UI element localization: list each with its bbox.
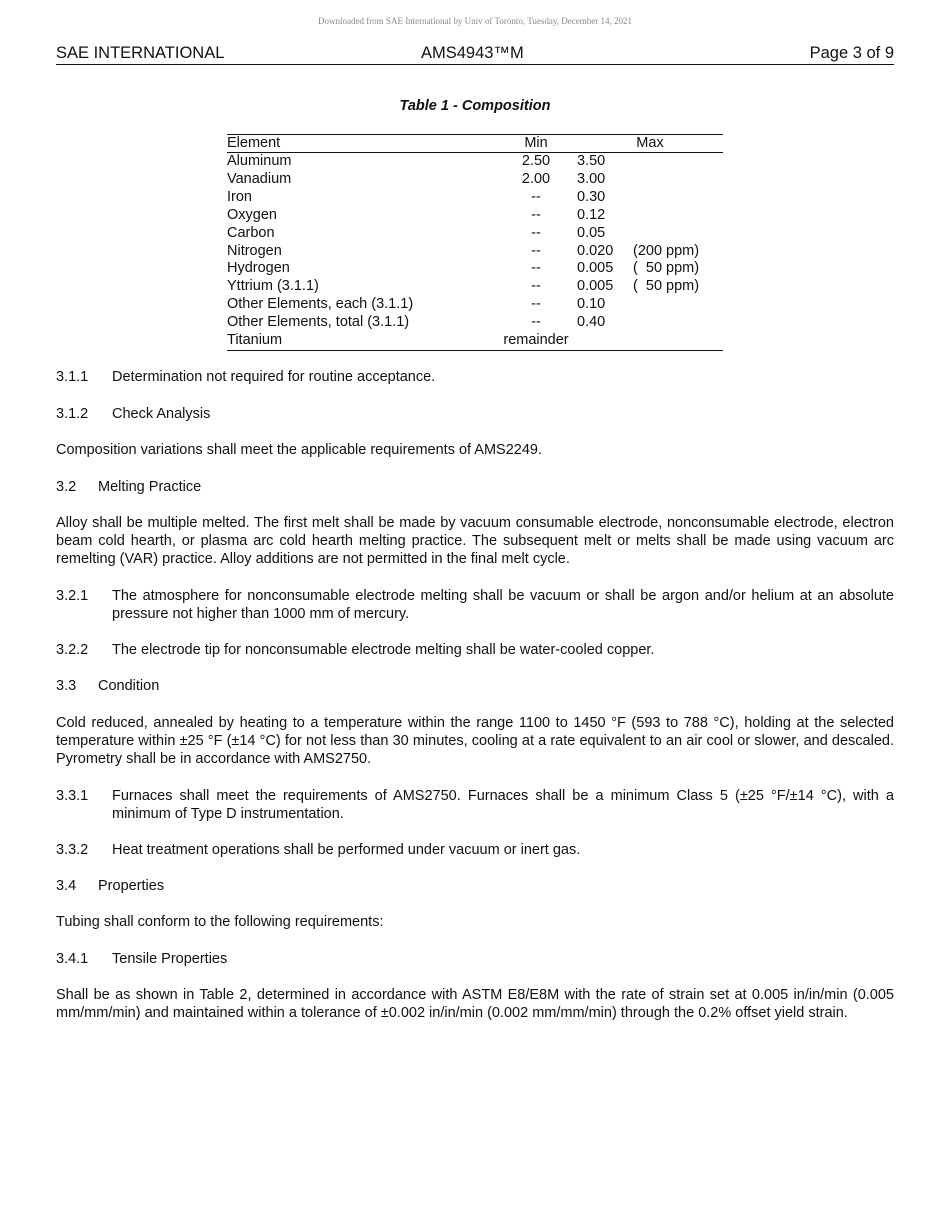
section-number: 3.2 bbox=[56, 479, 77, 495]
column-header-min: Min bbox=[495, 135, 577, 153]
section-3-2-heading bbox=[56, 479, 894, 497]
section-number: 3.1.1 bbox=[56, 369, 89, 385]
section-3-4-1-heading bbox=[56, 951, 894, 969]
table-row bbox=[227, 225, 723, 243]
min-cell: -- bbox=[531, 260, 541, 277]
max-cell: 0.05 bbox=[577, 224, 606, 241]
table-row bbox=[227, 332, 723, 350]
max-cell: 0.005 bbox=[577, 278, 614, 295]
ppm-cell bbox=[633, 296, 723, 314]
element-cell: Oxygen bbox=[227, 206, 277, 223]
section-text: The electrode tip for nonconsumable electrode melting shall be water-cooled copper. bbox=[112, 642, 655, 658]
paragraph-3-2: Alloy shall be multiple melted. The first melt shall be made by vacuum consumable electrode, nonconsumable electrode, electron beam cold hearth, or plasma arc cold hearth melting practice. The subsequent melt or melts shall be made using vacuum arc remelting (VAR) practice. Alloy additions are not permitted in the final melt cycle. bbox=[56, 515, 894, 567]
publisher-name: SAE INTERNATIONAL bbox=[56, 44, 225, 62]
section-text: Determination not required for routine acceptance. bbox=[112, 369, 436, 385]
table-title: Table 1 - Composition bbox=[399, 98, 551, 114]
composition-table bbox=[227, 134, 723, 351]
table-row bbox=[227, 153, 723, 171]
page-number: Page 3 of 9 bbox=[809, 44, 894, 62]
element-cell: Nitrogen bbox=[227, 242, 282, 259]
ppm-cell bbox=[633, 332, 723, 350]
element-cell: Vanadium bbox=[227, 170, 292, 187]
element-cell: Aluminum bbox=[227, 153, 292, 169]
section-3-1-2-heading bbox=[56, 406, 894, 424]
section-heading: Condition bbox=[98, 678, 160, 694]
section-3-3-heading bbox=[56, 678, 894, 696]
ppm-cell: ( 50 ppm) bbox=[633, 278, 700, 295]
table-row bbox=[227, 260, 723, 278]
max-cell: 3.00 bbox=[577, 170, 606, 187]
section-3-4-heading bbox=[56, 878, 894, 896]
min-cell: -- bbox=[531, 278, 541, 295]
table-row bbox=[227, 171, 723, 189]
element-cell: Carbon bbox=[227, 224, 275, 241]
max-cell: 0.12 bbox=[577, 206, 606, 223]
element-cell: Hydrogen bbox=[227, 260, 290, 277]
section-number: 3.3.1 bbox=[56, 788, 89, 804]
ppm-cell bbox=[633, 314, 723, 332]
section-3-3-1 bbox=[56, 788, 894, 824]
min-cell: 2.00 bbox=[521, 170, 551, 187]
element-cell: Other Elements, total (3.1.1) bbox=[227, 314, 410, 331]
section-number: 3.2.1 bbox=[56, 588, 89, 604]
ppm-cell bbox=[633, 225, 723, 243]
min-cell: 2.50 bbox=[521, 153, 551, 169]
section-number: 3.4 bbox=[56, 878, 77, 894]
section-number: 3.4.1 bbox=[56, 951, 89, 967]
document-number: AMS4943™M bbox=[421, 44, 524, 62]
table-row bbox=[227, 278, 723, 296]
paragraph-3-4: Tubing shall conform to the following requirements: bbox=[56, 914, 384, 930]
section-3-3-2 bbox=[56, 842, 894, 860]
max-cell: 0.10 bbox=[577, 296, 606, 313]
column-header-element: Element bbox=[227, 135, 495, 153]
max-cell: 3.50 bbox=[577, 153, 606, 169]
paragraph-3-1-2: Composition variations shall meet the applicable requirements of AMS2249. bbox=[56, 442, 543, 458]
table-row bbox=[227, 243, 723, 261]
min-cell: -- bbox=[531, 188, 541, 205]
min-cell: -- bbox=[531, 314, 541, 331]
paragraph-3-3: Cold reduced, annealed by heating to a temperature within the range 1100 to 1450 °F (593 to 788 °C), holding at the selected temperature within ±25 °F (±14 °C) for not less than 30 minutes, cooling at a rate equivalent to an air cool or slower, and descaled. Pyrometry shall be in accordance with AMS2750. bbox=[56, 715, 894, 767]
table-row bbox=[227, 296, 723, 314]
section-text: The atmosphere for nonconsumable electrode melting shall be vacuum or shall be argon and/or helium at an absolute pressure not higher than 1000 mm of mercury. bbox=[112, 588, 894, 622]
section-3-1-1 bbox=[56, 369, 894, 387]
table-header-row bbox=[227, 135, 723, 153]
paragraph-3-4-1: Shall be as shown in Table 2, determined in accordance with ASTM E8/E8M with the rate of strain set at 0.005 in/in/min (0.005 mm/mm/min) and maintained within a tolerance of ±0.002 in/in/min (0.002 mm/mm/min) through the 0.2% offset yield strain. bbox=[56, 987, 894, 1021]
download-watermark: Downloaded from SAE International by Univ of Toronto, Tuesday, December 14, 2021 bbox=[317, 16, 633, 26]
ppm-cell bbox=[633, 207, 723, 225]
ppm-cell: ( 50 ppm) bbox=[633, 260, 700, 277]
ppm-cell bbox=[633, 189, 723, 207]
element-cell: Titanium bbox=[227, 332, 495, 350]
section-heading: Tensile Properties bbox=[112, 951, 228, 967]
min-cell: -- bbox=[531, 224, 541, 241]
max-cell: 0.40 bbox=[577, 314, 606, 331]
composition-table-body bbox=[227, 153, 723, 351]
section-3-2-2 bbox=[56, 642, 894, 660]
max-cell: 0.020 bbox=[577, 242, 614, 259]
section-number: 3.2.2 bbox=[56, 642, 89, 658]
section-heading: Melting Practice bbox=[98, 479, 202, 495]
page-header bbox=[56, 44, 894, 65]
max-cell: 0.005 bbox=[577, 260, 614, 277]
min-cell: remainder bbox=[495, 332, 577, 350]
min-cell: -- bbox=[531, 242, 541, 259]
ppm-cell bbox=[633, 153, 723, 171]
section-heading: Properties bbox=[98, 878, 165, 894]
column-header-max: Max bbox=[577, 135, 723, 153]
max-cell: 0.30 bbox=[577, 188, 606, 205]
section-3-2-1 bbox=[56, 588, 894, 624]
section-heading: Check Analysis bbox=[112, 406, 211, 422]
table-row bbox=[227, 189, 723, 207]
min-cell: -- bbox=[531, 296, 541, 313]
element-cell: Other Elements, each (3.1.1) bbox=[227, 296, 414, 313]
min-cell: -- bbox=[531, 206, 541, 223]
section-number: 3.3.2 bbox=[56, 842, 89, 858]
section-number: 3.1.2 bbox=[56, 406, 89, 422]
max-cell bbox=[577, 332, 633, 350]
table-row bbox=[227, 314, 723, 332]
element-cell: Iron bbox=[227, 188, 252, 205]
ppm-cell: (200 ppm) bbox=[633, 242, 700, 259]
section-number: 3.3 bbox=[56, 678, 77, 694]
section-text: Furnaces shall meet the requirements of AMS2750. Furnaces shall be a minimum Class 5 (±25 °F/±14 °C), with a minimum of Type D instrumentation. bbox=[112, 788, 894, 822]
element-cell: Yttrium (3.1.1) bbox=[227, 278, 319, 295]
table-row bbox=[227, 207, 723, 225]
ppm-cell bbox=[633, 171, 723, 189]
section-text: Heat treatment operations shall be performed under vacuum or inert gas. bbox=[112, 842, 581, 858]
